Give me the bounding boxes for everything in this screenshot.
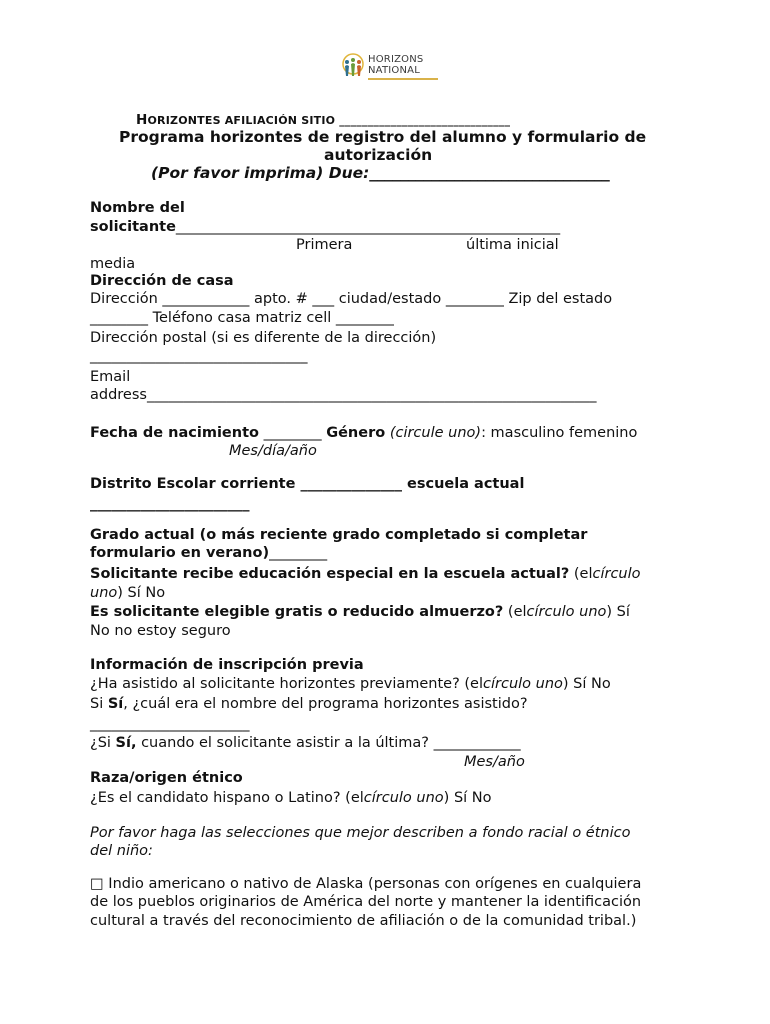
- form-title-line1: Programa horizontes de registro del alumno y formulario de: [119, 128, 647, 146]
- hispanic-question[interactable]: ¿Es el candidato hispano o Latino? (elcírculo uno) Sí No: [90, 790, 492, 806]
- name-sub-first: Primera: [296, 237, 353, 253]
- applicant-name-field[interactable]: solicitante_____________________________________________________: [90, 219, 561, 235]
- form-title-line2: autorización: [324, 146, 433, 164]
- race-option-line2: de los pueblos originarios de América del norte y mantener la identificación: [90, 894, 642, 910]
- logo-tagline-bar: [368, 78, 438, 80]
- horizons-national-logo: [338, 52, 438, 88]
- race-option-line3: cultural a través del reconocimiento de afiliación o de la comunidad tribal.): [90, 913, 637, 929]
- race-instructions-line2: del niño:: [90, 843, 153, 859]
- lunch-question[interactable]: Es solicitante elegible gratis o reducido almuerzo? (elcírculo uno) Sí: [90, 604, 630, 620]
- postal-address-field[interactable]: ______________________________: [90, 348, 308, 364]
- special-ed-question[interactable]: Solicitante recibe educación especial en la escuela actual? (elcírculo: [90, 566, 641, 582]
- postal-address-label: Dirección postal (si es diferente de la dirección): [90, 330, 437, 346]
- grade-field[interactable]: formulario en verano)________: [90, 545, 328, 561]
- site-affiliation-line: HORIZONTES AFILIACIÓN SITIO ______________________________: [136, 112, 511, 128]
- email-label: Email: [90, 369, 131, 385]
- dob-format-hint: Mes/día/año: [229, 443, 317, 459]
- address-line[interactable]: Dirección ____________ apto. # ___ ciudad/estado ________ Zip del estado: [90, 291, 613, 307]
- checkbox-icon[interactable]: □: [90, 876, 104, 892]
- home-address-heading: Dirección de casa: [90, 273, 234, 289]
- last-attended-format-hint: Mes/año: [464, 754, 525, 770]
- logo-figures-icon: [338, 52, 368, 86]
- grade-label-line1: Grado actual (o más reciente grado completado si completar: [90, 527, 588, 543]
- current-school-field[interactable]: ______________________: [90, 496, 250, 512]
- previous-enrollment-heading: Información de inscripción previa: [90, 657, 364, 673]
- phone-line[interactable]: ________ Teléfono casa matriz cell ________: [90, 310, 394, 326]
- applicant-name-label: Nombre del: [90, 200, 185, 216]
- dob-gender-line[interactable]: Fecha de nacimiento ________ Género (circule uno): masculino femenino: [90, 425, 638, 441]
- logo-text-horizons: HORIZONS: [368, 54, 424, 65]
- email-field[interactable]: address______________________________________________________________: [90, 387, 597, 403]
- race-option-native-american[interactable]: □ Indio americano o nativo de Alaska (personas con orígenes en cualquiera: [90, 876, 642, 892]
- print-note: (Por favor imprima) Due:_______________________________: [151, 164, 610, 182]
- last-attended-question[interactable]: ¿Si Sí, cuando el solicitante asistir a la última? ____________: [90, 735, 521, 751]
- special-ed-answer[interactable]: uno) Sí No: [90, 585, 166, 601]
- previous-program-question: Si Sí, ¿cuál era el nombre del programa horizontes asistido?: [90, 696, 528, 712]
- lunch-answer[interactable]: No no estoy seguro: [90, 623, 231, 639]
- name-sub-last: última inicial: [466, 237, 559, 253]
- name-sub-middle: media: [90, 256, 136, 272]
- race-instructions-line1: Por favor haga las selecciones que mejor describen a fondo racial o étnico: [90, 825, 631, 841]
- race-heading: Raza/origen étnico: [90, 770, 243, 786]
- school-district-line[interactable]: Distrito Escolar corriente ______________ escuela actual: [90, 476, 525, 492]
- previous-attended-question[interactable]: ¿Ha asistido al solicitante horizontes previamente? (elcírculo uno) Sí No: [90, 676, 611, 692]
- logo-text-national: NATIONAL: [368, 65, 420, 76]
- previous-program-field[interactable]: ______________________: [90, 716, 250, 732]
